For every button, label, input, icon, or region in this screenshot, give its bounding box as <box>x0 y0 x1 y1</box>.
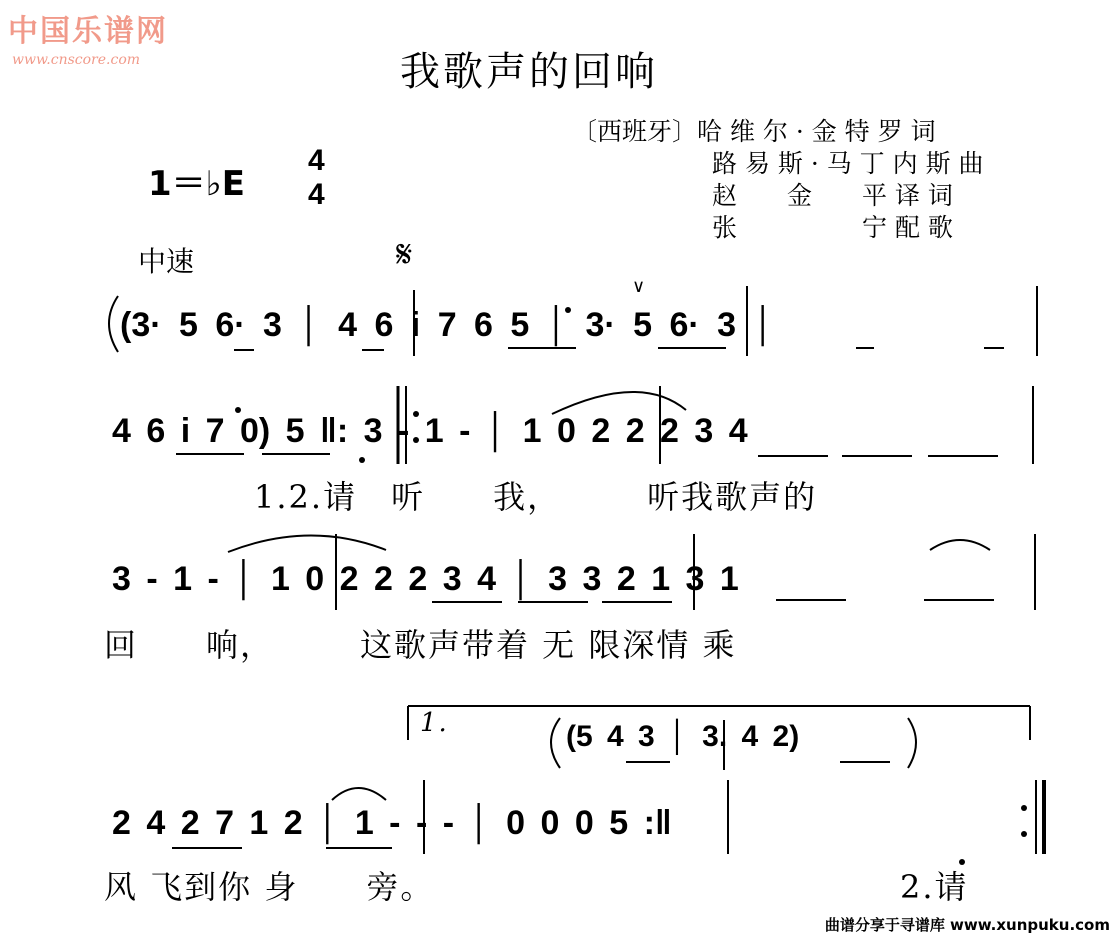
score-line-4-lyrics-verse2: 2.请 <box>900 868 969 906</box>
score-line-4-notes: 2 4 2 7 1 2 │ 1 - - - │ 0 0 0 5 :‖ <box>112 804 672 842</box>
score-line-2-lyrics: 1.2.请 听 我， 听我歌声的 <box>254 478 818 516</box>
volta-label: 1. <box>420 708 449 738</box>
credit-lyricist: 〔西班牙〕哈 维 尔 · 金 特 罗 词 <box>572 117 936 146</box>
score-line-4-lyrics: 风 飞到你 身 旁。 <box>104 868 435 906</box>
score-line-1-notes: (3· 5 6· 3 │ 4 6 i 7 6 5 │ 3· 5 6· 3 │ <box>120 306 775 344</box>
score-line-2-notes: 4 6 i 7 0) 5 ‖: 3 - 1 - │ 1 0 2 2 2 3 4 <box>112 412 748 450</box>
breath-mark: ∨ <box>632 276 646 297</box>
footer-attribution: 曲谱分享于寻谱库 www.xunpuku.com <box>824 916 1110 934</box>
interlude-notes: (5 4 3 │ 3. 4 2) <box>566 720 800 753</box>
segno-symbol: 𝄋 <box>396 232 413 276</box>
watermark-site-url: www.cnscore.com <box>12 52 141 68</box>
tempo-marking: 中速 <box>138 245 195 278</box>
score-line-3-notes: 3 - 1 - │ 1 0 2 2 2 3 4 │ 3 3 2 1 3 1 <box>112 560 739 598</box>
time-signature-bottom: 4 <box>308 178 325 211</box>
score-line-3-lyrics: 回 响， 这歌声带着 无 限深情 乘 <box>104 626 737 664</box>
watermark-site-name: 中国乐谱网 <box>8 14 168 49</box>
key-signature: 1＝♭E <box>148 164 245 204</box>
song-title: 我歌声的回响 <box>400 49 658 95</box>
time-signature-top: 4 <box>308 144 325 177</box>
credit-translator: 赵 金 平 译 词 <box>712 181 953 210</box>
credit-composer: 路 易 斯 · 马 丁 内 斯 曲 <box>712 149 984 178</box>
credit-arranger: 张 宁 配 歌 <box>712 213 953 242</box>
